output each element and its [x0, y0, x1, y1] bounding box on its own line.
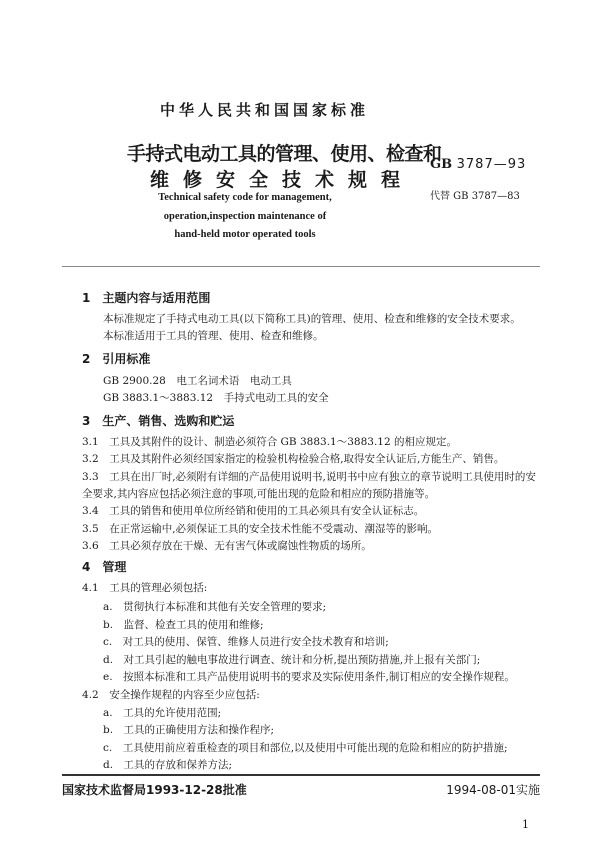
clause: 4.2 安全操作规程的内容至少应包括: — [82, 689, 260, 701]
approval-date: 国家技术监督局1993-12-28批准 — [62, 783, 247, 797]
list-item: a. 工具的允许使用范围; — [103, 707, 222, 719]
list-item: b. 工具的正确使用方法和操作程序; — [103, 724, 275, 736]
standard-type: 中华人民共和国国家标准 — [160, 101, 370, 119]
list-item: d. 工具的存放和保养方法; — [103, 759, 233, 771]
clause: 3.5 在正常运输中,必须保证工具的安全技术性能不受震动、潮湿等的影响。 — [82, 523, 439, 535]
clause: 3.2 工具及其附件必须经国家指定的检验机构检验合格,取得安全认证后,方能生产、销售。 — [82, 453, 505, 465]
reference-item: GB 2900.28 电工名词术语 电动工具 — [103, 375, 292, 387]
english-title-2: operation,inspection maintenance of — [163, 211, 327, 222]
paragraph: 本标准适用于工具的管理、使用、检查和维修。 — [103, 330, 324, 342]
reference-item: GB 3883.1～3883.12 手持式电动工具的安全 — [103, 392, 329, 404]
section-2-heading: 2 引用标准 — [82, 352, 151, 366]
english-title-3: hand-held motor operated tools — [174, 229, 316, 240]
list-item: d. 对工具引起的触电事故进行调查、统计和分析,提出预防措施,并上报有关部门; — [103, 654, 481, 666]
title-line-2: 维修安全技术规程 — [150, 169, 415, 191]
clause: 3.1 工具及其附件的设计、制造必须符合 GB 3883.1～3883.12 的相应规定。 — [82, 436, 457, 448]
footer-divider — [62, 774, 540, 776]
implementation-date: 1994-08-01实施 — [446, 783, 540, 797]
page-number: 1 — [522, 818, 529, 831]
title-line-1: 手持式电动工具的管理、使用、检查和 — [127, 143, 442, 165]
list-item: c. 对工具的使用、保管、维修人员进行安全技术教育和培训; — [103, 636, 389, 648]
clause: 3.4 工具的销售和使用单位所经销和使用的工具必须具有安全认证标志。 — [82, 505, 425, 517]
code-number: 3787—93 — [456, 157, 527, 172]
clause: 4.1 工具的管理必须包括: — [82, 582, 208, 594]
list-item: b. 监督、检查工具的使用和维修; — [103, 619, 264, 631]
clause-continuation: 全要求,其内容应包括必须注意的事项,可能出现的危险和相应的预防措施等。 — [82, 488, 436, 500]
code-prefix: GB — [430, 157, 453, 172]
section-1-heading: 1 主题内容与适用范围 — [82, 291, 211, 305]
paragraph: 本标准规定了手持式电动工具(以下简称工具)的管理、使用、检查和维修的安全技术要求。 — [103, 313, 521, 325]
clause: 3.6 工具必须存放在干燥、无有害气体或腐蚀性物质的场所。 — [82, 540, 372, 552]
list-item: e. 按照本标准和工具产品使用说明书的要求及实际使用条件,制订相应的安全操作规程。 — [103, 671, 515, 683]
replaces-note: 代替 GB 3787—83 — [430, 191, 520, 202]
list-item: a. 贯彻执行本标准和其他有关安全管理的要求; — [103, 601, 327, 613]
section-4-heading: 4 管理 — [82, 560, 127, 574]
list-item: c. 工具使用前应着重检查的项目和部位,以及使用中可能出现的危险和相应的防护措施; — [103, 742, 508, 754]
standard-code — [430, 157, 526, 172]
english-title-1: Technical safety code for management, — [158, 192, 332, 203]
header-divider — [62, 266, 540, 267]
clause: 3.3 工具在出厂时,必须附有详细的产品使用说明书,说明书中应有独立的章节说明工具使用时的安 — [82, 471, 536, 483]
section-3-heading: 3 生产、销售、选购和贮运 — [82, 414, 235, 428]
